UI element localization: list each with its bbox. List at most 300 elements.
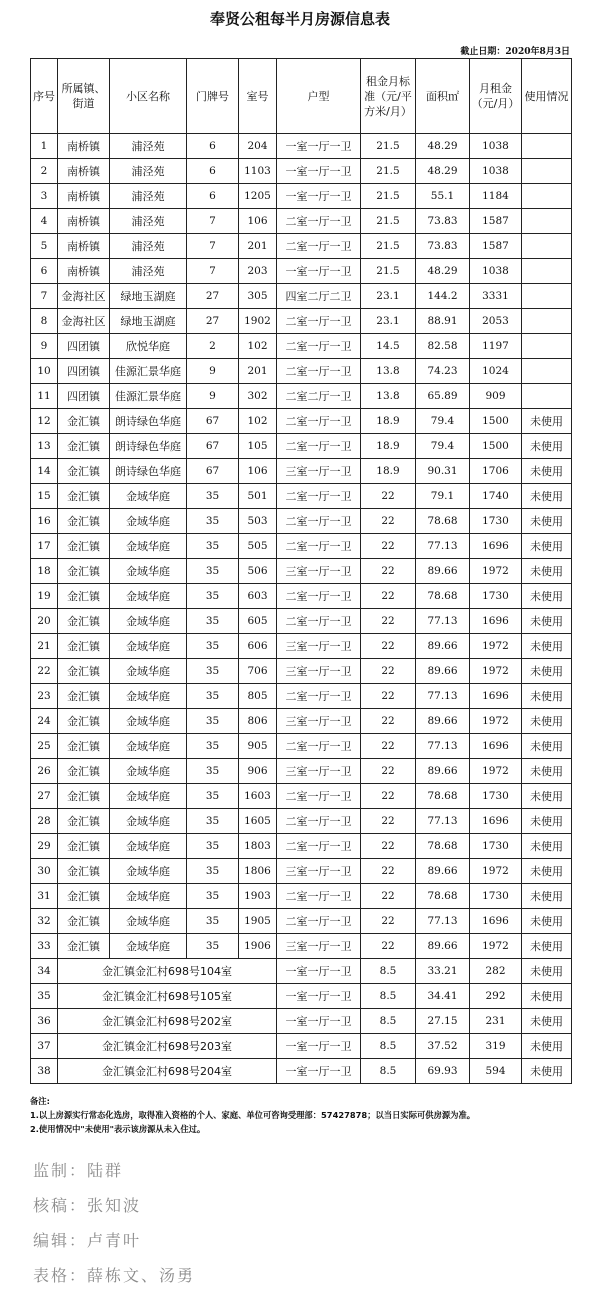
table-cell: 38 (31, 1059, 58, 1084)
table-cell: 金域华庭 (110, 659, 187, 684)
table-cell: 浦泾苑 (110, 134, 187, 159)
table-cell: 金域华庭 (110, 934, 187, 959)
table-cell: 67 (187, 434, 239, 459)
table-cell: 二室一厅一卫 (277, 609, 361, 634)
table-cell: 35 (187, 534, 239, 559)
table-cell: 欣悦华庭 (110, 334, 187, 359)
header-cell: 租金月标准（元/平方米/月） (361, 59, 416, 134)
table-cell: 23.1 (361, 309, 416, 334)
table-cell: 22 (361, 659, 416, 684)
table-cell: 1730 (470, 784, 522, 809)
table-cell: 金海社区 (58, 284, 110, 309)
table-cell: 三室一厅一卫 (277, 759, 361, 784)
table-cell: 305 (239, 284, 277, 309)
table-cell: 金域华庭 (110, 584, 187, 609)
table-cell: 未使用 (522, 734, 572, 759)
table-cell: 金域华庭 (110, 634, 187, 659)
table-cell: 11 (31, 384, 58, 409)
table-cell: 20 (31, 609, 58, 634)
table-cell: 89.66 (416, 709, 470, 734)
table-cell: 1696 (470, 534, 522, 559)
table-row (31, 434, 572, 459)
table-cell: 33 (31, 934, 58, 959)
table-cell: 金域华庭 (110, 484, 187, 509)
table-cell: 1184 (470, 184, 522, 209)
table-cell: 一室一厅一卫 (277, 134, 361, 159)
table-cell: 35 (187, 909, 239, 934)
table-cell: 8 (31, 309, 58, 334)
table-cell: 一室一厅一卫 (277, 1034, 361, 1059)
table-cell: 6 (31, 259, 58, 284)
table-row (31, 834, 572, 859)
table-cell: 1740 (470, 484, 522, 509)
table-cell: 四室二厅二卫 (277, 284, 361, 309)
table-cell: 8.5 (361, 1034, 416, 1059)
table-cell: 未使用 (522, 1059, 572, 1084)
table-row (31, 309, 572, 334)
table-cell: 1730 (470, 884, 522, 909)
table-row (31, 1009, 572, 1034)
table-cell: 1605 (239, 809, 277, 834)
table-cell: 金汇镇 (58, 559, 110, 584)
table-cell: 77.13 (416, 684, 470, 709)
table-cell: 二室一厅一卫 (277, 359, 361, 384)
table-row (31, 259, 572, 284)
table-row (31, 284, 572, 309)
table-cell: 1903 (239, 884, 277, 909)
table-cell: 金域华庭 (110, 709, 187, 734)
table-cell: 302 (239, 384, 277, 409)
table-cell: 89.66 (416, 934, 470, 959)
table-cell: 26 (31, 759, 58, 784)
table-cell: 506 (239, 559, 277, 584)
table-cell: 35 (187, 684, 239, 709)
table-cell: 金域华庭 (110, 759, 187, 784)
table-cell: 未使用 (522, 434, 572, 459)
notes-heading: 备注: (30, 1096, 50, 1106)
table-cell (522, 334, 572, 359)
credit-line: 表格：薛栋文、汤勇 (33, 1266, 196, 1285)
table-row (31, 159, 572, 184)
table-cell: 二室一厅一卫 (277, 684, 361, 709)
table-cell: 29 (31, 834, 58, 859)
table-cell: 一室一厅一卫 (277, 984, 361, 1009)
table-cell: 18 (31, 559, 58, 584)
table-cell: 21 (31, 634, 58, 659)
table-cell: 48.29 (416, 259, 470, 284)
table-cell: 三室一厅一卫 (277, 459, 361, 484)
table-cell: 36 (31, 1009, 58, 1034)
table-cell: 1587 (470, 209, 522, 234)
table-cell: 28 (31, 809, 58, 834)
table-cell: 1972 (470, 709, 522, 734)
table-cell: 22 (361, 634, 416, 659)
table-cell (522, 159, 572, 184)
table-cell: 南桥镇 (58, 134, 110, 159)
table-cell: 22 (361, 734, 416, 759)
table-cell: 未使用 (522, 959, 572, 984)
table-cell: 金汇镇 (58, 659, 110, 684)
table-cell: 606 (239, 634, 277, 659)
table-cell: 73.83 (416, 209, 470, 234)
table-cell: 四团镇 (58, 384, 110, 409)
table-cell: 106 (239, 459, 277, 484)
table-cell: 18.9 (361, 409, 416, 434)
table-row (31, 734, 572, 759)
table-row (31, 809, 572, 834)
table-cell: 906 (239, 759, 277, 784)
table-cell: 77.13 (416, 734, 470, 759)
table-cell: 8.5 (361, 1059, 416, 1084)
table-row (31, 1034, 572, 1059)
table-cell: 2 (31, 159, 58, 184)
table-cell: 22 (361, 709, 416, 734)
table-cell: 未使用 (522, 584, 572, 609)
table-cell: 金汇镇 (58, 709, 110, 734)
table-cell: 1806 (239, 859, 277, 884)
table-cell: 金汇镇 (58, 459, 110, 484)
table-cell: 88.91 (416, 309, 470, 334)
table-cell (522, 134, 572, 159)
table-cell: 9 (31, 334, 58, 359)
table-cell: 金域华庭 (110, 559, 187, 584)
table-cell: 一室一厅一卫 (277, 159, 361, 184)
table-cell: 10 (31, 359, 58, 384)
table-cell: 35 (187, 784, 239, 809)
header-cell: 户型 (277, 59, 361, 134)
table-cell: 1038 (470, 159, 522, 184)
table-cell: 33.21 (416, 959, 470, 984)
table-cell: 二室一厅一卫 (277, 209, 361, 234)
table-cell: 67 (187, 409, 239, 434)
table-cell: 35 (187, 634, 239, 659)
table-cell: 503 (239, 509, 277, 534)
header-row (31, 59, 572, 134)
table-row (31, 959, 572, 984)
table-cell: 朗诗绿色华庭 (110, 409, 187, 434)
table-cell: 3331 (470, 284, 522, 309)
table-cell: 金域华庭 (110, 909, 187, 934)
table-cell: 二室一厅一卫 (277, 734, 361, 759)
table-cell: 1024 (470, 359, 522, 384)
table-cell: 未使用 (522, 934, 572, 959)
table-cell: 未使用 (522, 884, 572, 909)
table-cell: 1696 (470, 684, 522, 709)
table-cell: 绿地玉湖庭 (110, 309, 187, 334)
table-row (31, 334, 572, 359)
table-cell: 金海社区 (58, 309, 110, 334)
table-cell: 35 (187, 659, 239, 684)
table-cell: 6 (187, 159, 239, 184)
credit-line: 监制：陆群 (33, 1161, 124, 1180)
table-cell: 金汇镇 (58, 859, 110, 884)
table-cell: 22 (361, 584, 416, 609)
table-cell: 金域华庭 (110, 534, 187, 559)
table-cell: 1972 (470, 934, 522, 959)
table-cell: 21.5 (361, 234, 416, 259)
table-cell: 79.4 (416, 434, 470, 459)
credit-line: 核稿：张知波 (33, 1196, 142, 1215)
table-cell: 未使用 (522, 509, 572, 534)
table-cell: 浦泾苑 (110, 159, 187, 184)
table-cell: 7 (31, 284, 58, 309)
table-cell: 35 (187, 759, 239, 784)
table-row (31, 934, 572, 959)
table-cell: 金汇镇 (58, 509, 110, 534)
table-cell: 未使用 (522, 409, 572, 434)
table-cell: 1730 (470, 509, 522, 534)
table-cell: 二室一厅一卫 (277, 434, 361, 459)
table-cell (522, 309, 572, 334)
table-cell (522, 359, 572, 384)
table-cell: 905 (239, 734, 277, 759)
table-cell: 82.58 (416, 334, 470, 359)
table-cell: 南桥镇 (58, 259, 110, 284)
table-cell: 27 (187, 309, 239, 334)
table-row (31, 1059, 572, 1084)
table-cell (522, 184, 572, 209)
table-cell: 金汇镇 (58, 884, 110, 909)
table-cell: 四团镇 (58, 359, 110, 384)
table-row (31, 209, 572, 234)
table-cell: 三室一厅一卫 (277, 559, 361, 584)
table-cell: 73.83 (416, 234, 470, 259)
address-cell: 金汇镇金汇村698号204室 (58, 1059, 277, 1084)
credits (33, 1153, 195, 1293)
table-row (31, 609, 572, 634)
table-cell: 30 (31, 859, 58, 884)
table-cell: 二室一厅一卫 (277, 784, 361, 809)
table-cell: 34 (31, 959, 58, 984)
table-cell: 二室一厅一卫 (277, 484, 361, 509)
table-cell: 绿地玉湖庭 (110, 284, 187, 309)
table-cell: 金汇镇 (58, 609, 110, 634)
table-cell: 65.89 (416, 384, 470, 409)
table-cell: 2 (187, 334, 239, 359)
table-cell: 77.13 (416, 534, 470, 559)
table-cell: 22 (361, 509, 416, 534)
table-cell: 144.2 (416, 284, 470, 309)
table-cell: 77.13 (416, 909, 470, 934)
table-cell: 35 (187, 859, 239, 884)
table-cell: 16 (31, 509, 58, 534)
table-cell: 金域华庭 (110, 809, 187, 834)
table-cell: 22 (361, 859, 416, 884)
header-cell: 序号 (31, 59, 58, 134)
table-row (31, 709, 572, 734)
table-cell: 未使用 (522, 634, 572, 659)
table-cell: 24 (31, 709, 58, 734)
table-cell: 金汇镇 (58, 534, 110, 559)
table-cell: 四团镇 (58, 334, 110, 359)
table-cell: 未使用 (522, 709, 572, 734)
table-cell: 1038 (470, 134, 522, 159)
table-cell: 22 (361, 909, 416, 934)
table-cell: 1803 (239, 834, 277, 859)
table-cell: 22 (361, 834, 416, 859)
credit-line: 编辑：卢青叶 (33, 1231, 142, 1250)
table-cell: 1696 (470, 809, 522, 834)
table-cell: 106 (239, 209, 277, 234)
table-cell: 1972 (470, 659, 522, 684)
table-cell: 佳源汇景华庭 (110, 384, 187, 409)
table-cell: 78.68 (416, 884, 470, 909)
table-cell: 未使用 (522, 984, 572, 1009)
table-cell: 48.29 (416, 134, 470, 159)
table-row (31, 659, 572, 684)
table-cell: 35 (187, 709, 239, 734)
table-cell: 12 (31, 409, 58, 434)
table-cell: 1197 (470, 334, 522, 359)
table-cell: 6 (187, 134, 239, 159)
header-cell: 小区名称 (110, 59, 187, 134)
table-cell: 14 (31, 459, 58, 484)
table-cell: 二室一厅一卫 (277, 884, 361, 909)
table-cell: 二室一厅一卫 (277, 334, 361, 359)
table-row (31, 359, 572, 384)
table-cell: 南桥镇 (58, 159, 110, 184)
table-cell: 13.8 (361, 359, 416, 384)
table-body (31, 134, 572, 1084)
table-cell: 1730 (470, 834, 522, 859)
table-cell: 二室一厅一卫 (277, 534, 361, 559)
table-cell: 三室一厅一卫 (277, 659, 361, 684)
table-cell: 二室一厅一卫 (277, 234, 361, 259)
table-cell: 南桥镇 (58, 209, 110, 234)
table-cell: 23 (31, 684, 58, 709)
table-row (31, 909, 572, 934)
table-cell: 金域华庭 (110, 859, 187, 884)
table-cell: 浦泾苑 (110, 234, 187, 259)
table-cell: 未使用 (522, 534, 572, 559)
table-cell: 金域华庭 (110, 784, 187, 809)
table-cell: 21.5 (361, 184, 416, 209)
table-cell: 7 (187, 259, 239, 284)
table-cell: 1972 (470, 759, 522, 784)
table-cell: 204 (239, 134, 277, 159)
table-cell: 金汇镇 (58, 809, 110, 834)
notes (30, 1094, 575, 1136)
table-cell: 未使用 (522, 834, 572, 859)
table-cell: 79.4 (416, 409, 470, 434)
table-cell: 1730 (470, 584, 522, 609)
table-cell: 南桥镇 (58, 234, 110, 259)
table-row (31, 484, 572, 509)
table-cell: 浦泾苑 (110, 259, 187, 284)
table-cell: 89.66 (416, 859, 470, 884)
table-cell: 金汇镇 (58, 784, 110, 809)
table-cell: 35 (187, 609, 239, 634)
table-cell: 8.5 (361, 1009, 416, 1034)
table-cell: 1902 (239, 309, 277, 334)
table-cell: 朗诗绿色华庭 (110, 459, 187, 484)
table-cell: 1038 (470, 259, 522, 284)
table-cell: 未使用 (522, 1034, 572, 1059)
table-cell: 203 (239, 259, 277, 284)
table-cell: 佳源汇景华庭 (110, 359, 187, 384)
table-cell: 1696 (470, 909, 522, 934)
table-cell: 三室一厅一卫 (277, 709, 361, 734)
header-cell: 使用情况 (522, 59, 572, 134)
table-cell (522, 284, 572, 309)
table-cell: 未使用 (522, 859, 572, 884)
table-cell: 22 (361, 759, 416, 784)
table-cell: 未使用 (522, 684, 572, 709)
table-cell: 6 (187, 184, 239, 209)
table-cell: 35 (187, 809, 239, 834)
table-cell: 金汇镇 (58, 934, 110, 959)
table-cell: 金域华庭 (110, 734, 187, 759)
table-cell: 37.52 (416, 1034, 470, 1059)
table-cell: 78.68 (416, 584, 470, 609)
table-cell: 79.1 (416, 484, 470, 509)
table-cell: 1706 (470, 459, 522, 484)
table-cell: 22 (361, 934, 416, 959)
table-cell: 金汇镇 (58, 409, 110, 434)
table-cell: 35 (187, 484, 239, 509)
table-row (31, 509, 572, 534)
table-cell: 282 (470, 959, 522, 984)
table-row (31, 534, 572, 559)
table-cell: 21.5 (361, 159, 416, 184)
table-cell: 706 (239, 659, 277, 684)
table-cell: 21.5 (361, 134, 416, 159)
note-line-1: 1.以上房源实行常态化选房，取得准入资格的个人、家庭、单位可咨询受理部：57427878；以当日实际可供房源为准。 (30, 1110, 476, 1120)
table-cell: 9 (187, 384, 239, 409)
table-cell: 319 (470, 1034, 522, 1059)
table-cell: 22 (361, 684, 416, 709)
table-cell: 1972 (470, 859, 522, 884)
table-cell: 二室一厅一卫 (277, 409, 361, 434)
table-cell: 1696 (470, 609, 522, 634)
table-cell: 201 (239, 359, 277, 384)
table-row (31, 984, 572, 1009)
table-cell: 89.66 (416, 759, 470, 784)
table-cell: 19 (31, 584, 58, 609)
table-cell: 8.5 (361, 984, 416, 1009)
table-cell: 25 (31, 734, 58, 759)
table-cell: 金汇镇 (58, 909, 110, 934)
table-row (31, 684, 572, 709)
table-cell: 22 (361, 534, 416, 559)
table-cell: 7 (187, 209, 239, 234)
table-row (31, 459, 572, 484)
table-cell: 78.68 (416, 509, 470, 534)
table-cell: 金汇镇 (58, 634, 110, 659)
table-cell: 未使用 (522, 609, 572, 634)
table-cell: 金域华庭 (110, 834, 187, 859)
table-cell: 15 (31, 484, 58, 509)
table-cell: 35 (187, 834, 239, 859)
table-cell: 金汇镇 (58, 734, 110, 759)
table-cell: 金汇镇 (58, 434, 110, 459)
table-cell: 102 (239, 334, 277, 359)
table-cell: 74.23 (416, 359, 470, 384)
table-cell: 一室一厅一卫 (277, 1059, 361, 1084)
table-cell: 27 (187, 284, 239, 309)
table-cell: 金汇镇 (58, 834, 110, 859)
header-cell: 月租金（元/月） (470, 59, 522, 134)
address-cell: 金汇镇金汇村698号105室 (58, 984, 277, 1009)
table-cell: 605 (239, 609, 277, 634)
table-cell: 22 (31, 659, 58, 684)
table-cell: 35 (187, 934, 239, 959)
table-cell: 金汇镇 (58, 484, 110, 509)
table-cell (522, 234, 572, 259)
table-cell: 一室一厅一卫 (277, 184, 361, 209)
table-cell: 78.68 (416, 834, 470, 859)
table-cell: 二室一厅一卫 (277, 909, 361, 934)
